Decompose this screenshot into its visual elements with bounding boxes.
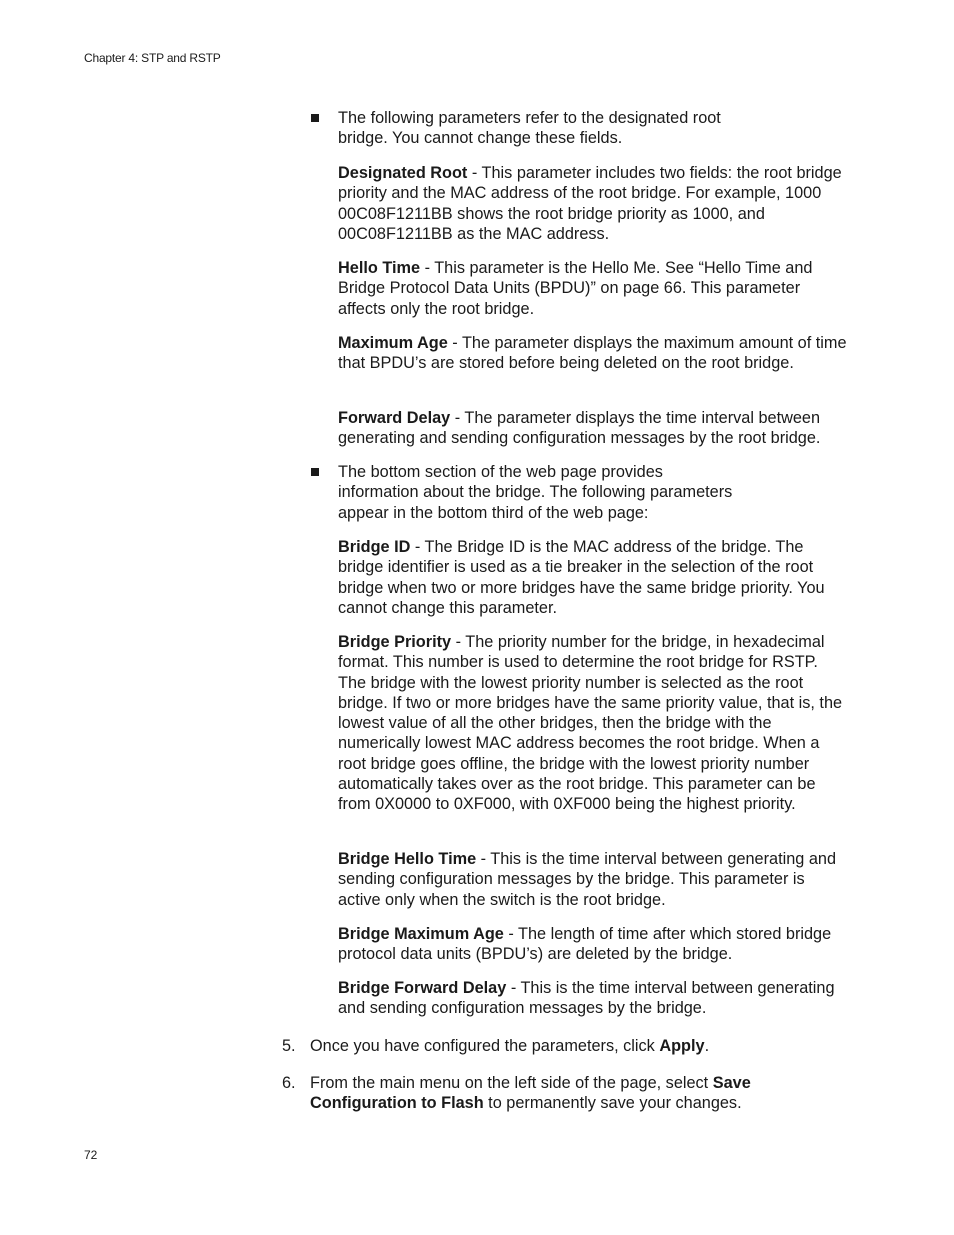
param-description: - The Bridge ID is the MAC address of the bridge. The bridge identifier is used as a tie breaker in the selection of the root bridge when two or more bridges have the same bridge priority. You cannot change this parameter. [338,538,825,617]
param-description: - The length of time after which stored bridge protocol data units (BPDU’s) are deleted by the bridge. [338,925,832,964]
step-bold-term: Save Configuration to Flash [310,1074,751,1113]
step-save-configuration [310,1073,800,1114]
param-description: - The priority number for the bridge, in hexadecimal format. This number is used to determine the root bridge for RSTP. The bridge with the lowest priority number is selected as the root bridge. If two or more bridges have the same priority value, that is, the lowest value of all the other bridges, then the bridge with the numerically lowest MAC address becomes the root bridge. When a root bridge goes offline, the bridge with the lowest priority number automatically takes over as the root bridge. This parameter can be from 0X0000 to 0XF000, with 0XF000 being the highest priority. [338,633,843,814]
bullet-line: appear in the bottom third of the web page: [338,503,649,522]
bullet-line: bridge. You cannot change these fields. [338,129,623,148]
param-term: Maximum Age [338,334,448,352]
param-term: Bridge ID [338,538,411,556]
param-term: Bridge Hello Time [338,850,477,868]
step-text: From the main menu on the left side of the page, select [310,1074,713,1092]
param-bridge-hello-time [338,849,848,910]
page-number: 72 [84,1148,98,1162]
chapter-header: Chapter 4: STP and RSTP [84,51,221,65]
param-term: Forward Delay [338,409,451,427]
step-text: Once you have configured the parameters, click [310,1037,660,1055]
param-hello-time [338,258,848,319]
bullet-line: The following parameters refer to the designated root [338,109,721,127]
param-description: - This is the time interval between generating and sending configuration messages by the bridge. This parameter is active only when the switch is the root bridge. [338,850,837,909]
bullet-intro-bridge [338,462,848,523]
param-term: Designated Root [338,164,468,182]
bullet-line: The bottom section of the web page provides [338,463,663,481]
step-apply [310,1036,810,1056]
step-number: 6. [282,1074,296,1092]
param-term: Bridge Forward Delay [338,979,507,997]
param-bridge-id [338,537,848,618]
param-term: Bridge Priority [338,633,452,651]
param-bridge-maximum-age [338,924,848,965]
param-description: - This parameter is the Hello Me. See “Hello Time and Bridge Protocol Data Units (BPDU)” on page 66. This parameter affects only the root bridge. [338,259,813,318]
bullet-intro-designated [338,108,848,149]
param-description: - The parameter displays the maximum amount of time that BPDU’s are stored before being deleted on the root bridge. [338,334,847,373]
bullet-line: information about the bridge. The following parameters [338,483,733,502]
step-bold-term: Apply [659,1037,705,1055]
param-forward-delay [338,408,850,449]
bullet-marker [311,114,319,122]
param-maximum-age [338,333,848,374]
param-term: Hello Time [338,259,421,277]
param-description: - The parameter displays the time interval between generating and sending configuration messages by the root bridge. [338,409,821,448]
param-bridge-forward-delay [338,978,848,1019]
bullet-marker [311,468,319,476]
param-description: - This parameter includes two fields: the root bridge priority and the MAC address of the root bridge. For example, 1000 00C08F1211BB shows the root bridge priority as 1000, and 00C08F1211BB as the MAC address. [338,164,842,243]
param-bridge-priority [338,632,848,815]
step-text: . [704,1037,710,1055]
step-number: 5. [282,1037,296,1055]
param-designated-root [338,163,848,244]
param-term: Bridge Maximum Age [338,925,504,943]
step-text: to permanently save your changes. [483,1094,742,1113]
param-description: - This is the time interval between generating and sending configuration messages by the bridge. [338,979,835,1018]
